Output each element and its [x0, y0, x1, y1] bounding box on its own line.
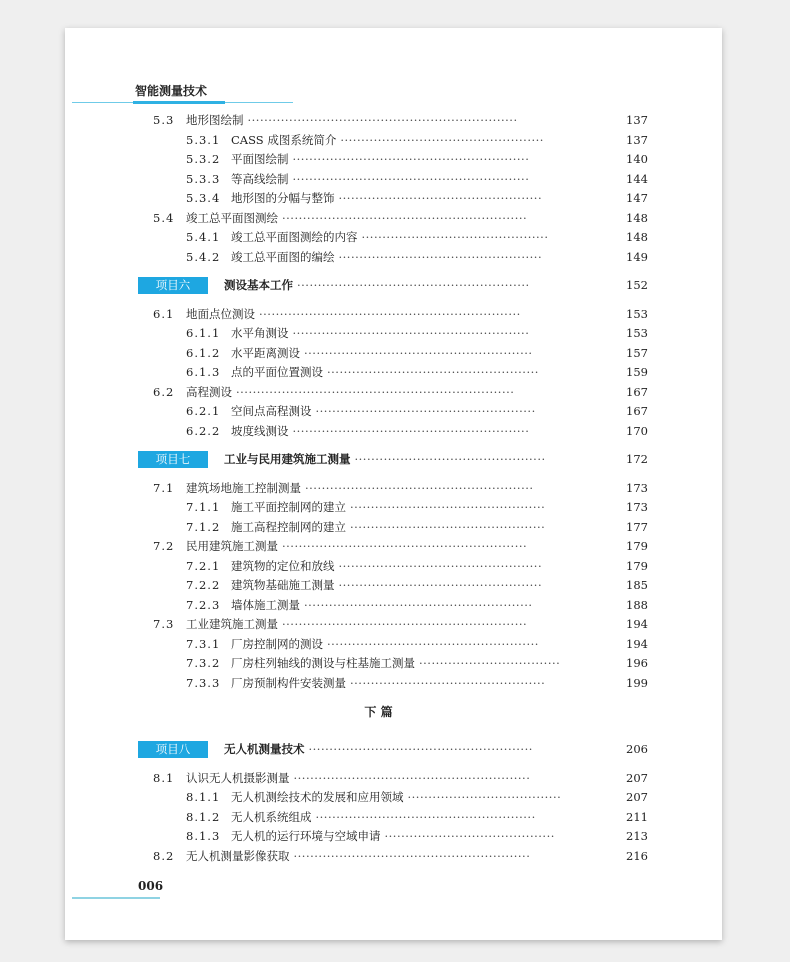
dot-leader: ····················································· — [315, 404, 536, 418]
entry-number: 7.1 — [153, 480, 175, 495]
entry-page-number: 185 — [626, 578, 648, 592]
entry-number: 6.1.1 — [186, 326, 221, 340]
entry-page-number: 148 — [626, 210, 648, 225]
toc-section-entry[interactable] — [65, 615, 722, 635]
dot-leader: ························································· — [292, 423, 530, 438]
entry-title: 无人机的运行环境与空域申请 — [231, 829, 381, 843]
entry-number: 7.2.3 — [186, 597, 221, 612]
toc-section-entry[interactable] — [65, 383, 722, 403]
entry-title: 民用建筑施工测量 — [186, 539, 278, 553]
entry-page-number: 206 — [626, 741, 648, 756]
entry-title: 施工平面控制网的建立 — [231, 500, 346, 514]
dot-leader: ························································ — [297, 277, 530, 292]
toc-subsection-entry[interactable] — [65, 808, 722, 828]
entry-page-number: 140 — [626, 152, 648, 166]
project-badge: 项目六 — [138, 277, 208, 294]
entry-page-number: 153 — [626, 326, 648, 340]
entry-page-number: 152 — [626, 277, 648, 292]
toc-section-entry[interactable] — [65, 209, 722, 229]
book-page — [65, 28, 722, 940]
entry-title: 水平角测设 — [231, 326, 289, 340]
entry-number: 8.2 — [153, 848, 175, 863]
toc-subsection-entry[interactable] — [65, 248, 722, 268]
toc-section-entry[interactable] — [65, 537, 722, 557]
entry-page-number: 147 — [626, 191, 648, 205]
toc-section-entry[interactable] — [65, 769, 722, 789]
dot-leader: ················································· — [340, 132, 544, 147]
entry-page-number: 170 — [626, 423, 648, 438]
toc-subsection-entry[interactable] — [65, 131, 722, 151]
dot-leader: ······························································· — [259, 306, 521, 321]
dot-leader: ······················································· — [304, 597, 533, 612]
dot-leader: ················································· — [338, 558, 543, 573]
entry-page-number: 172 — [626, 451, 648, 466]
entry-title: 建筑物的定位和放线 — [231, 558, 335, 573]
dot-leader: ··············································· — [350, 675, 546, 690]
dot-leader: ······················································· — [304, 345, 533, 360]
dot-leader: ········································· — [384, 829, 555, 843]
entry-number: 5.3.3 — [186, 171, 221, 186]
dot-leader: ························································· — [292, 326, 530, 340]
toc-subsection-entry[interactable] — [65, 596, 722, 616]
entry-title: 工业建筑施工测量 — [186, 617, 278, 631]
project-badge: 项目七 — [138, 451, 208, 468]
dot-leader: ·············································· — [354, 451, 546, 466]
dot-leader: ··············································· — [350, 519, 546, 534]
dot-leader: ················································· — [338, 249, 543, 264]
entry-number: 7.1.1 — [186, 500, 221, 514]
entry-title: 竣工总平面图测绘 — [186, 210, 278, 225]
toc-subsection-entry[interactable] — [65, 189, 722, 209]
toc-subsection-entry[interactable] — [65, 344, 722, 364]
entry-page-number: 207 — [626, 790, 648, 804]
toc-subsection-entry[interactable] — [65, 576, 722, 596]
entry-page-number: 211 — [626, 809, 648, 824]
toc-section-entry[interactable] — [65, 305, 722, 325]
entry-number: 6.1 — [153, 306, 175, 321]
toc-subsection-entry[interactable] — [65, 324, 722, 344]
entry-page-number: 177 — [626, 519, 648, 534]
toc-subsection-entry[interactable] — [65, 228, 722, 248]
dot-leader: ····································· — [407, 790, 562, 804]
entry-number: 5.3 — [153, 113, 175, 127]
part-heading: 下 篇 — [364, 705, 393, 719]
dot-leader: ··························································· — [282, 617, 528, 631]
toc-subsection-entry[interactable] — [65, 827, 722, 847]
dot-leader: ··························································· — [282, 539, 528, 553]
entry-title: 点的平面位置测设 — [231, 365, 323, 379]
header-rule-accent — [133, 101, 225, 104]
entry-title: 施工高程控制网的建立 — [231, 519, 346, 534]
dot-leader: ··············································· — [350, 500, 546, 514]
entry-number: 7.3.2 — [186, 656, 221, 670]
table-of-contents — [65, 111, 722, 866]
entry-number: 7.3.3 — [186, 675, 221, 690]
entry-number: 5.3.1 — [186, 132, 221, 147]
entry-page-number: 167 — [626, 404, 648, 418]
entry-number: 5.4.2 — [186, 249, 221, 264]
entry-title: 竣工总平面图测绘的内容 — [231, 230, 358, 244]
entry-page-number: 179 — [626, 558, 648, 573]
entry-page-number: 216 — [626, 848, 648, 863]
entry-title: 地面点位测设 — [186, 306, 255, 321]
entry-title: 建筑场地施工控制测量 — [186, 480, 301, 495]
entry-title: 无人机测绘技术的发展和应用领域 — [231, 790, 404, 804]
dot-leader: ································································· — [247, 113, 518, 127]
dot-leader: ························································· — [292, 171, 530, 186]
entry-title: 认识无人机摄影测量 — [186, 770, 290, 785]
entry-number: 5.3.2 — [186, 152, 221, 166]
toc-section-entry[interactable] — [65, 479, 722, 499]
entry-page-number: 159 — [626, 365, 648, 379]
toc-subsection-entry[interactable] — [65, 363, 722, 383]
toc-subsection-entry[interactable] — [65, 557, 722, 577]
entry-page-number: 149 — [626, 249, 648, 264]
toc-subsection-entry[interactable] — [65, 498, 722, 518]
entry-number: 6.2 — [153, 384, 175, 399]
entry-page-number: 173 — [626, 480, 648, 495]
running-header-title: 智能测量技术 — [135, 84, 208, 98]
toc-project-entry[interactable] — [65, 450, 722, 470]
entry-title: 测设基本工作 — [224, 277, 293, 292]
entry-number: 6.2.2 — [186, 423, 221, 438]
dot-leader: ··················································· — [327, 636, 539, 651]
entry-page-number: 207 — [626, 770, 648, 785]
toc-subsection-entry[interactable] — [65, 654, 722, 674]
entry-number: 8.1.1 — [186, 790, 221, 804]
toc-subsection-entry[interactable] — [65, 422, 722, 442]
toc-section-entry[interactable] — [65, 847, 722, 867]
entry-number: 6.1.3 — [186, 365, 221, 379]
dot-leader: ············································· — [361, 230, 549, 244]
dot-leader: ························································· — [292, 152, 530, 166]
entry-number: 7.2.2 — [186, 578, 221, 592]
entry-number: 6.1.2 — [186, 345, 221, 360]
project-badge: 项目八 — [138, 741, 208, 758]
entry-number: 5.4 — [153, 210, 175, 225]
entry-page-number: 137 — [626, 132, 648, 147]
entry-title: CASS 成图系统简介 — [231, 132, 337, 147]
toc-subsection-entry[interactable] — [65, 518, 722, 538]
dot-leader: ················································· — [338, 191, 543, 205]
entry-number: 5.4.1 — [186, 230, 221, 244]
entry-number: 5.3.4 — [186, 191, 221, 205]
entry-title: 厂房柱列轴线的测设与柱基施工测量 — [231, 656, 415, 670]
entry-number: 8.1 — [153, 770, 175, 785]
entry-number: 7.1.2 — [186, 519, 221, 534]
entry-title: 厂房控制网的测设 — [231, 636, 323, 651]
entry-page-number: 213 — [626, 829, 648, 843]
dot-leader: ··································································· — [236, 384, 515, 399]
entry-page-number: 196 — [626, 656, 648, 670]
dot-leader: ····················································· — [315, 809, 536, 824]
dot-leader: ··················································· — [327, 365, 539, 379]
dot-leader: ················································· — [338, 578, 543, 592]
entry-title: 建筑物基础施工测量 — [231, 578, 335, 592]
entry-title: 无人机测量影像获取 — [186, 848, 290, 863]
entry-number: 8.1.3 — [186, 829, 221, 843]
footer-rule — [72, 897, 160, 899]
entry-page-number: 153 — [626, 306, 648, 321]
entry-title: 墙体施工测量 — [231, 597, 300, 612]
entry-number: 7.3.1 — [186, 636, 221, 651]
entry-page-number: 137 — [626, 113, 648, 127]
entry-title: 等高线绘制 — [231, 171, 289, 186]
entry-number: 7.2.1 — [186, 558, 221, 573]
entry-page-number: 179 — [626, 539, 648, 553]
entry-title: 无人机测量技术 — [224, 741, 305, 756]
entry-title: 地形图绘制 — [186, 113, 244, 127]
toc-section-entry[interactable] — [65, 111, 722, 131]
entry-page-number: 157 — [626, 345, 648, 360]
dot-leader: ······················································· — [305, 480, 534, 495]
entry-number: 8.1.2 — [186, 809, 221, 824]
entry-title: 水平距离测设 — [231, 345, 300, 360]
dot-leader: ······················································ — [308, 741, 533, 756]
toc-subsection-entry[interactable] — [65, 788, 722, 808]
dot-leader: ··························································· — [282, 210, 528, 225]
toc-subsection-entry[interactable] — [65, 170, 722, 190]
dot-leader: ·································· — [419, 656, 561, 670]
dot-leader: ························································· — [293, 848, 531, 863]
entry-page-number: 194 — [626, 617, 648, 631]
entry-page-number: 173 — [626, 500, 648, 514]
entry-title: 高程测设 — [186, 384, 232, 399]
entry-number: 7.3 — [153, 617, 175, 631]
entry-page-number: 144 — [626, 171, 648, 186]
entry-title: 空间点高程测设 — [231, 404, 312, 418]
entry-page-number: 148 — [626, 230, 648, 244]
toc-project-entry[interactable] — [65, 740, 722, 760]
toc-project-entry[interactable] — [65, 276, 722, 296]
entry-title: 竣工总平面图的编绘 — [231, 249, 335, 264]
toc-subsection-entry[interactable] — [65, 150, 722, 170]
entry-title: 厂房预制构件安装测量 — [231, 675, 346, 690]
entry-title: 工业与民用建筑施工测量 — [224, 451, 351, 466]
page-number: 006 — [138, 879, 164, 893]
entry-number: 7.2 — [153, 539, 175, 553]
toc-subsection-entry[interactable] — [65, 635, 722, 655]
entry-title: 无人机系统组成 — [231, 809, 312, 824]
entry-page-number: 188 — [626, 597, 648, 612]
entry-title: 坡度线测设 — [231, 423, 289, 438]
entry-page-number: 194 — [626, 636, 648, 651]
entry-number: 6.2.1 — [186, 404, 221, 418]
entry-title: 平面图绘制 — [231, 152, 289, 166]
entry-page-number: 199 — [626, 675, 648, 690]
toc-subsection-entry[interactable] — [65, 674, 722, 694]
dot-leader: ························································· — [293, 770, 531, 785]
toc-subsection-entry[interactable] — [65, 402, 722, 422]
entry-title: 地形图的分幅与整饰 — [231, 191, 335, 205]
entry-page-number: 167 — [626, 384, 648, 399]
